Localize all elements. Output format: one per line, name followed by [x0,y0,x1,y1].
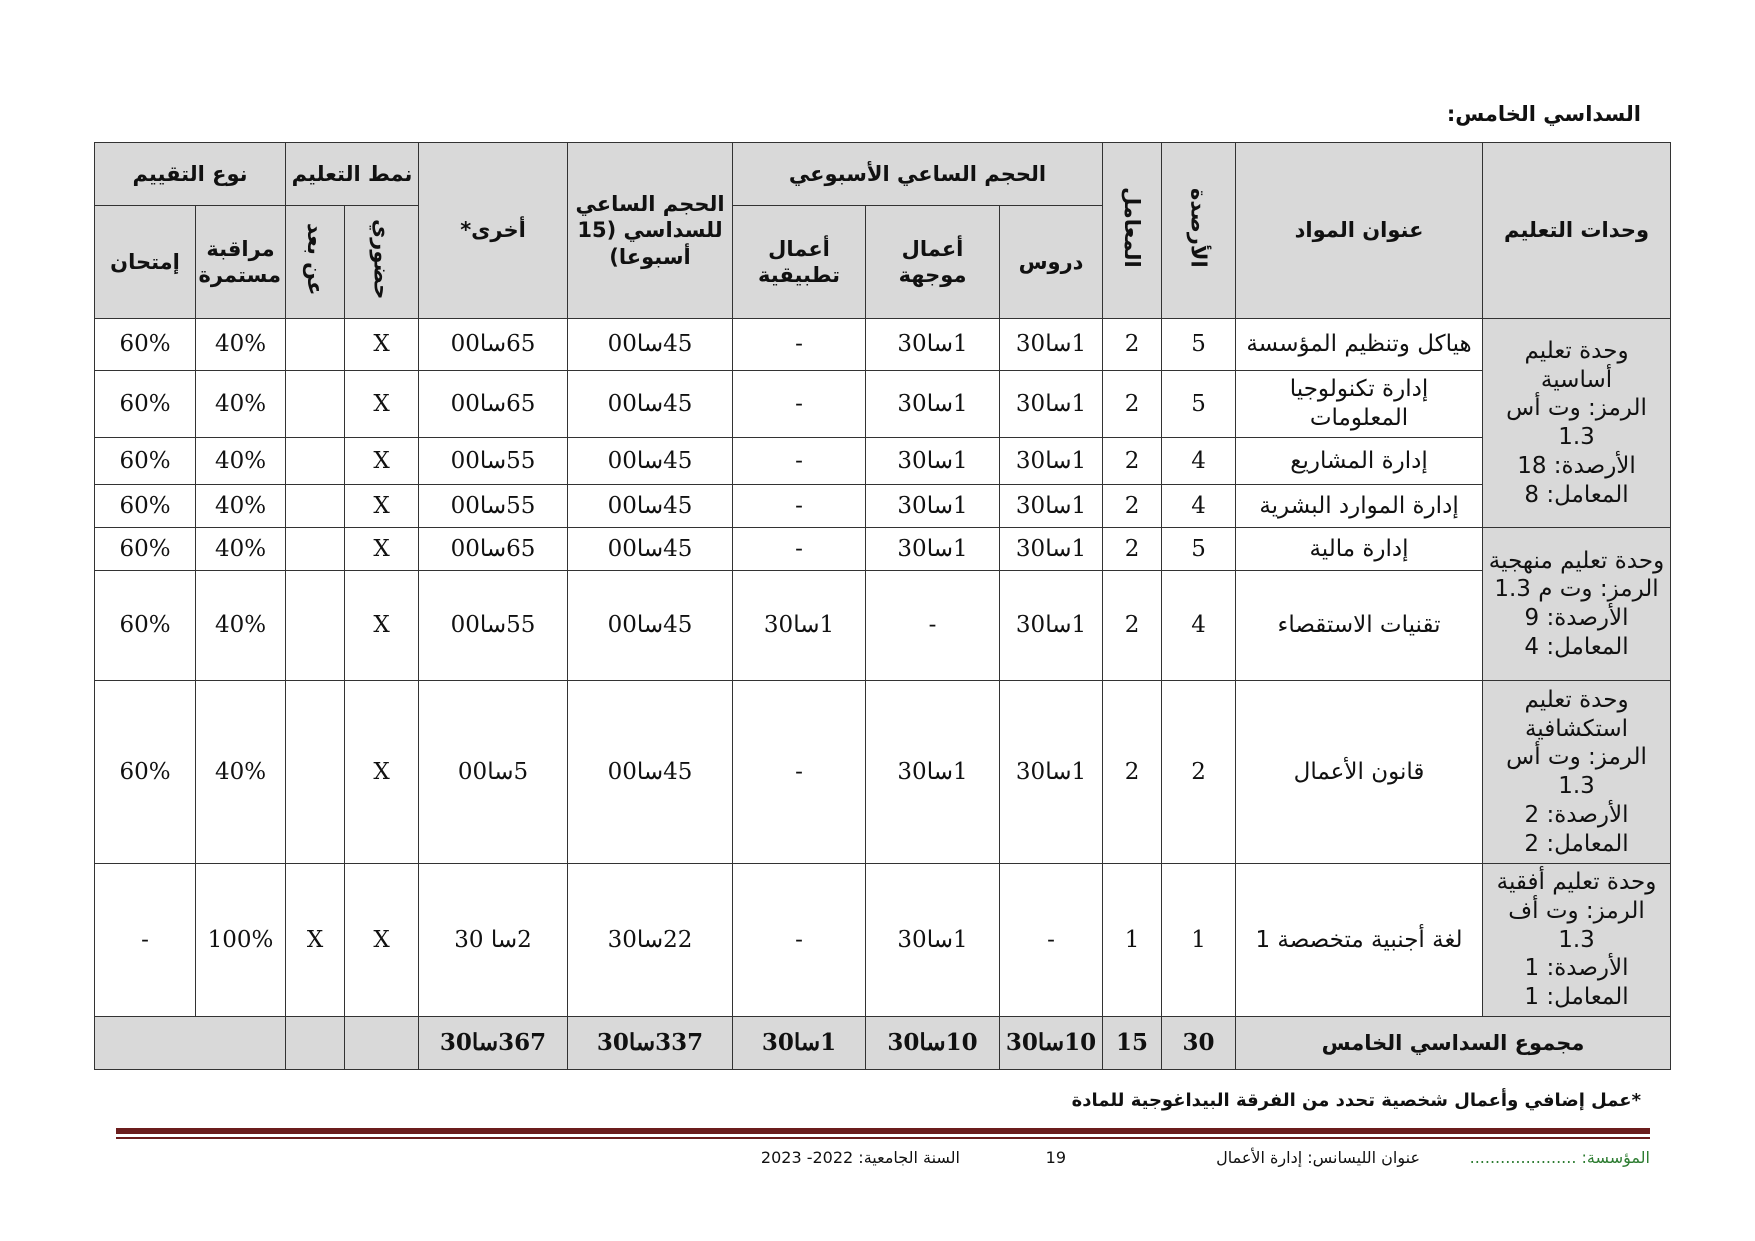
unit-line: وحدة تعليم أساسية [1524,337,1629,393]
subject-name: إدارة مالية [1236,528,1483,571]
unit-line: المعامل: 4 [1524,633,1629,660]
coefficient-cell: 2 [1103,319,1162,371]
total-empty-cell [286,1017,345,1070]
footer-page-number: 19 [1045,1148,1066,1167]
practicals-cell: - [733,371,866,438]
total-practicals: 1سا30 [733,1017,866,1070]
header-evaluation-type: نوع التقييم [95,143,286,206]
header-lectures: دروس [1000,206,1103,319]
subject-name: إدارة الموارد البشرية [1236,485,1483,528]
exam-cell: - [95,864,196,1017]
other-cell: 55سا00 [419,571,568,681]
unit-line: الأرصدة: 2 [1524,801,1629,828]
lectures-cell: 1سا30 [1000,485,1103,528]
header-tutorials: أعمال موجهة [866,206,1000,319]
remote-cell [286,681,345,864]
table-row [95,485,1671,528]
coefficient-cell: 2 [1103,485,1162,528]
unit-line: وحدة تعليم أفقية [1496,869,1657,896]
unit-line: الرمز: وت أف 1.3 [1508,897,1645,953]
coefficient-cell: 2 [1103,528,1162,571]
header-units: وحدات التعليم [1483,143,1671,319]
other-cell: 2سا 30 [419,864,568,1017]
in-person-cell: X [345,864,419,1017]
credits-cell: 5 [1162,371,1236,438]
tutorials-cell: 1سا30 [866,681,1000,864]
practicals-cell: - [733,438,866,485]
in-person-cell: X [345,485,419,528]
header-other: أخرى* [419,143,568,319]
tutorials-cell: 1سا30 [866,319,1000,371]
exam-cell: 60% [95,485,196,528]
coefficient-cell: 2 [1103,371,1162,438]
footer-rule-thin [116,1137,1650,1139]
coefficient-cell: 1 [1103,864,1162,1017]
unit-line: الرمز: وت م 1.3 [1494,576,1659,603]
header-weekly-volume: الحجم الساعي الأسبوعي [733,143,1103,206]
in-person-cell: X [345,571,419,681]
continuous-cell: 40% [196,681,286,864]
footer-institution: المؤسسة: ..................... [1469,1148,1650,1167]
total-label: مجموع السداسي الخامس [1236,1017,1671,1070]
lectures-cell: 1سا30 [1000,319,1103,371]
total-empty-cell [95,1017,286,1070]
semester-volume-cell: 45سا00 [568,371,733,438]
other-cell: 65سا00 [419,319,568,371]
header-semester-volume: الحجم الساعي للسداسي (15 أسبوعا) [568,143,733,319]
unit-cell [1483,681,1671,864]
lectures-cell: 1سا30 [1000,371,1103,438]
continuous-cell: 40% [196,371,286,438]
remote-cell [286,485,345,528]
other-cell: 65سا00 [419,528,568,571]
continuous-cell: 40% [196,319,286,371]
footer-academic-year: السنة الجامعية: 2022- 2023 [760,1148,960,1167]
lectures-cell: 1سا30 [1000,528,1103,571]
page-heading: السداسي الخامس: [1446,102,1641,126]
tutorials-cell: 1سا30 [866,371,1000,438]
subject-name: قانون الأعمال [1236,681,1483,864]
practicals-cell: - [733,528,866,571]
continuous-cell: 40% [196,528,286,571]
in-person-cell: X [345,681,419,864]
footer-licence-title: عنوان الليسانس: إدارة الأعمال [1216,1148,1420,1167]
credits-cell: 4 [1162,485,1236,528]
tutorials-cell: 1سا30 [866,528,1000,571]
table-row [95,319,1671,371]
remote-cell [286,528,345,571]
unit-line: المعامل: 1 [1524,984,1629,1011]
credits-cell: 4 [1162,438,1236,485]
coefficient-cell: 2 [1103,571,1162,681]
remote-cell [286,571,345,681]
curriculum-table [94,142,1671,1070]
semester-volume-cell: 45سا00 [568,485,733,528]
total-semester-volume: 337سا30 [568,1017,733,1070]
unit-line: الرمز: وت أس 1.3 [1506,744,1647,799]
unit-line: وحدة تعليم منهجية [1488,547,1665,574]
practicals-cell: - [733,864,866,1017]
practicals-cell: 1سا30 [733,571,866,681]
header-continuous: مراقبة مستمرة [196,206,286,319]
other-cell: 55سا00 [419,485,568,528]
lectures-cell: 1سا30 [1000,571,1103,681]
semester-volume-cell: 45سا00 [568,438,733,485]
semester-volume-cell: 45سا00 [568,681,733,864]
subject-name: لغة أجنبية متخصصة 1 [1236,864,1483,1017]
other-cell: 5سا00 [419,681,568,864]
footnote: *عمل إضافي وأعمال شخصية تحدد من الفرقة البيداغوجية للمادة [1071,1090,1641,1111]
coefficient-cell: 2 [1103,438,1162,485]
practicals-cell: - [733,681,866,864]
total-empty-cell [345,1017,419,1070]
table-row [95,438,1671,485]
table-row [95,864,1671,1017]
header-in-person: حضوري [345,206,419,319]
table-row [95,371,1671,438]
lectures-cell: - [1000,864,1103,1017]
unit-line: الأرصدة: 18 [1517,452,1636,479]
continuous-cell: 40% [196,485,286,528]
credits-cell: 5 [1162,528,1236,571]
tutorials-cell: - [866,571,1000,681]
subject-name: إدارة المشاريع [1236,438,1483,485]
header-exam: إمتحان [95,206,196,319]
other-cell: 65سا00 [419,371,568,438]
unit-cell [1483,864,1671,1017]
header-subjects: عنوان المواد [1236,143,1483,319]
semester-volume-cell: 45سا00 [568,571,733,681]
credits-cell: 5 [1162,319,1236,371]
remote-cell [286,438,345,485]
in-person-cell: X [345,319,419,371]
total-row [95,1017,1671,1070]
exam-cell: 60% [95,438,196,485]
unit-line: وحدة تعليم استكشافية [1524,686,1629,742]
credits-cell: 4 [1162,571,1236,681]
credits-cell: 2 [1162,681,1236,864]
in-person-cell: X [345,528,419,571]
tutorials-cell: 1سا30 [866,864,1000,1017]
practicals-cell: - [733,485,866,528]
continuous-cell: 40% [196,571,286,681]
subject-name: تقنيات الاستقصاء [1236,571,1483,681]
unit-line: الرمز: وت أس 1.3 [1506,395,1647,450]
exam-cell: 60% [95,319,196,371]
unit-line: الأرصدة: 9 [1524,605,1629,631]
footer-rule [116,1128,1650,1134]
semester-volume-cell: 22سا30 [568,864,733,1017]
page-footer [116,1148,1650,1176]
exam-cell: 60% [95,681,196,864]
exam-cell: 60% [95,571,196,681]
unit-line: المعامل: 8 [1524,481,1629,508]
header-teaching-mode: نمط التعليم [286,143,419,206]
lectures-cell: 1سا30 [1000,681,1103,864]
total-tutorials: 10سا30 [866,1017,1000,1070]
total-lectures: 10سا30 [1000,1017,1103,1070]
header-credits: الأرصدة [1162,143,1236,319]
total-other: 367سا30 [419,1017,568,1070]
coefficient-cell: 2 [1103,681,1162,864]
header-remote: عن بعد [286,206,345,319]
table-row [95,528,1671,571]
continuous-cell: 100% [196,864,286,1017]
header-practicals: أعمال تطبيقية [733,206,866,319]
total-credits: 30 [1162,1017,1236,1070]
practicals-cell: - [733,319,866,371]
header-coefficient: المعامل [1103,143,1162,319]
tutorials-cell: 1سا30 [866,485,1000,528]
continuous-cell: 40% [196,438,286,485]
remote-cell [286,319,345,371]
other-cell: 55سا00 [419,438,568,485]
remote-cell: X [286,864,345,1017]
unit-cell [1483,319,1671,528]
credits-cell: 1 [1162,864,1236,1017]
lectures-cell: 1سا30 [1000,438,1103,485]
unit-line: الأرصدة: 1 [1524,955,1629,982]
table-row [95,571,1671,681]
unit-cell [1483,528,1671,681]
table-row [95,681,1671,864]
semester-volume-cell: 45سا00 [568,319,733,371]
in-person-cell: X [345,438,419,485]
unit-line: المعامل: 2 [1524,830,1629,857]
total-coefficient: 15 [1103,1017,1162,1070]
tutorials-cell: 1سا30 [866,438,1000,485]
subject-name: هياكل وتنظيم المؤسسة [1236,319,1483,371]
exam-cell: 60% [95,528,196,571]
subject-name: إدارة تكنولوجيا المعلومات [1236,371,1483,438]
exam-cell: 60% [95,371,196,438]
semester-volume-cell: 45سا00 [568,528,733,571]
remote-cell [286,371,345,438]
in-person-cell: X [345,371,419,438]
